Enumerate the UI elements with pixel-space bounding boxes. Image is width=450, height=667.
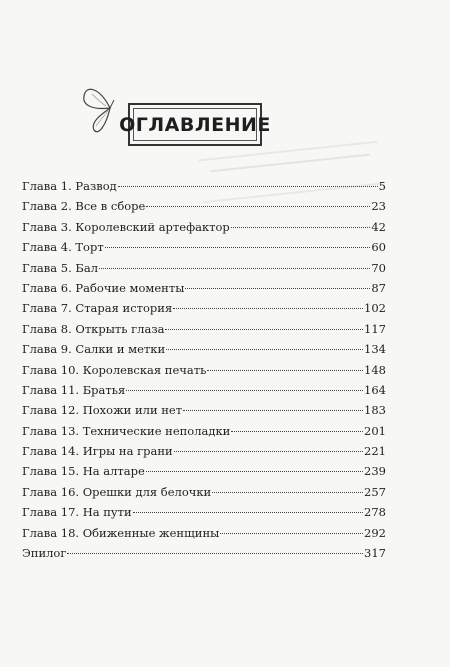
toc-entry-title: Глава 11. Братья: [22, 382, 126, 397]
toc-entry: [22, 502, 386, 522]
toc-entry-title: Глава 18. Обиженные женщины: [22, 525, 220, 540]
toc-entry: [22, 319, 386, 339]
toc-leader-dots: [146, 471, 363, 472]
toc-leader-dots: [231, 431, 363, 432]
toc-leader-dots: [133, 512, 363, 513]
toc-entry: [22, 523, 386, 543]
toc-entry-title: Глава 8. Открыть глаза: [22, 321, 165, 336]
toc-entry: [22, 441, 386, 461]
toc-leader-dots: [207, 370, 363, 371]
toc-entry: [22, 360, 386, 380]
toc-entry-page: 148: [364, 362, 386, 377]
toc-leader-dots: [183, 410, 363, 411]
toc-entry-page: 201: [364, 423, 386, 438]
toc-entry-page: 70: [371, 260, 386, 275]
toc-entry-page: 102: [364, 301, 386, 316]
toc-entry: [22, 258, 386, 278]
toc-entry-title: Глава 5. Бал: [22, 260, 99, 275]
butterfly-icon: [80, 78, 124, 138]
toc-entry-title: Глава 15. На алтаре: [22, 464, 145, 479]
toc-entry-page: 87: [371, 280, 386, 295]
table-of-contents: [22, 176, 386, 563]
toc-entry-title: Глава 2. Все в сборе: [22, 199, 146, 214]
toc-entry-title: Эпилог: [22, 546, 67, 561]
toc-entry: [22, 298, 386, 318]
toc-entry-title: Глава 7. Старая история: [22, 301, 173, 316]
toc-entry-page: 239: [364, 464, 386, 479]
toc-entry-page: 23: [371, 199, 386, 214]
toc-title: ОГЛАВЛЕНИЕ: [119, 113, 271, 136]
toc-entry-title: Глава 16. Орешки для белочки: [22, 484, 212, 499]
toc-entry-title: Глава 1. Развод: [22, 179, 117, 193]
toc-entry-page: 292: [364, 525, 386, 540]
toc-leader-dots: [231, 227, 371, 228]
toc-entry-title: Глава 9. Салки и метки: [22, 342, 166, 357]
toc-entry-title: Глава 14. Игры на грани: [22, 444, 173, 459]
toc-entry-page: 164: [364, 382, 386, 397]
toc-entry-page: 117: [364, 321, 386, 336]
toc-entry-page: 221: [364, 444, 386, 459]
toc-leader-dots: [165, 329, 363, 330]
toc-entry-page: 278: [364, 505, 386, 520]
toc-entry-title: Глава 4. Торт: [22, 240, 104, 255]
toc-entry-title: Глава 3. Королевский артефактор: [22, 219, 230, 234]
toc-entry-page: 183: [364, 403, 386, 418]
toc-leader-dots: [146, 206, 370, 207]
toc-entry-title: Глава 10. Королевская печать: [22, 362, 207, 377]
toc-entry: [22, 482, 386, 502]
toc-entry-page: 5: [378, 179, 386, 193]
toc-entry: [22, 196, 386, 216]
toc-entry-title: Глава 6. Рабочие моменты: [22, 280, 185, 295]
toc-leader-dots: [105, 247, 371, 248]
toc-leader-dots: [99, 268, 370, 269]
toc-entry-page: 42: [371, 219, 386, 234]
toc-entry: [22, 278, 386, 298]
toc-entry-page: 134: [364, 342, 386, 357]
toc-leader-dots: [67, 553, 363, 554]
toc-leader-dots: [212, 492, 363, 493]
toc-leader-dots: [118, 186, 378, 187]
toc-entry: [22, 237, 386, 257]
toc-leader-dots: [185, 288, 370, 289]
toc-leader-dots: [220, 533, 363, 534]
toc-title-frame: [119, 103, 271, 146]
toc-entry-page: 257: [364, 484, 386, 499]
toc-entry: [22, 461, 386, 481]
toc-entry-page: 60: [371, 240, 386, 255]
toc-entry-page: 317: [364, 546, 386, 561]
toc-entry: [22, 400, 386, 420]
toc-entry: [22, 543, 386, 563]
toc-leader-dots: [173, 308, 363, 309]
toc-leader-dots: [166, 349, 363, 350]
toc-leader-dots: [126, 390, 363, 391]
toc-entry: [22, 380, 386, 400]
toc-entry-title: Глава 12. Похожи или нет: [22, 403, 183, 418]
toc-entry: [22, 421, 386, 441]
toc-entry: [22, 217, 386, 237]
toc-leader-dots: [174, 451, 363, 452]
toc-entry: [22, 339, 386, 359]
toc-entry-title: Глава 13. Технические неполадки: [22, 423, 231, 438]
toc-entry: [22, 176, 386, 196]
toc-entry-title: Глава 17. На пути: [22, 505, 132, 520]
